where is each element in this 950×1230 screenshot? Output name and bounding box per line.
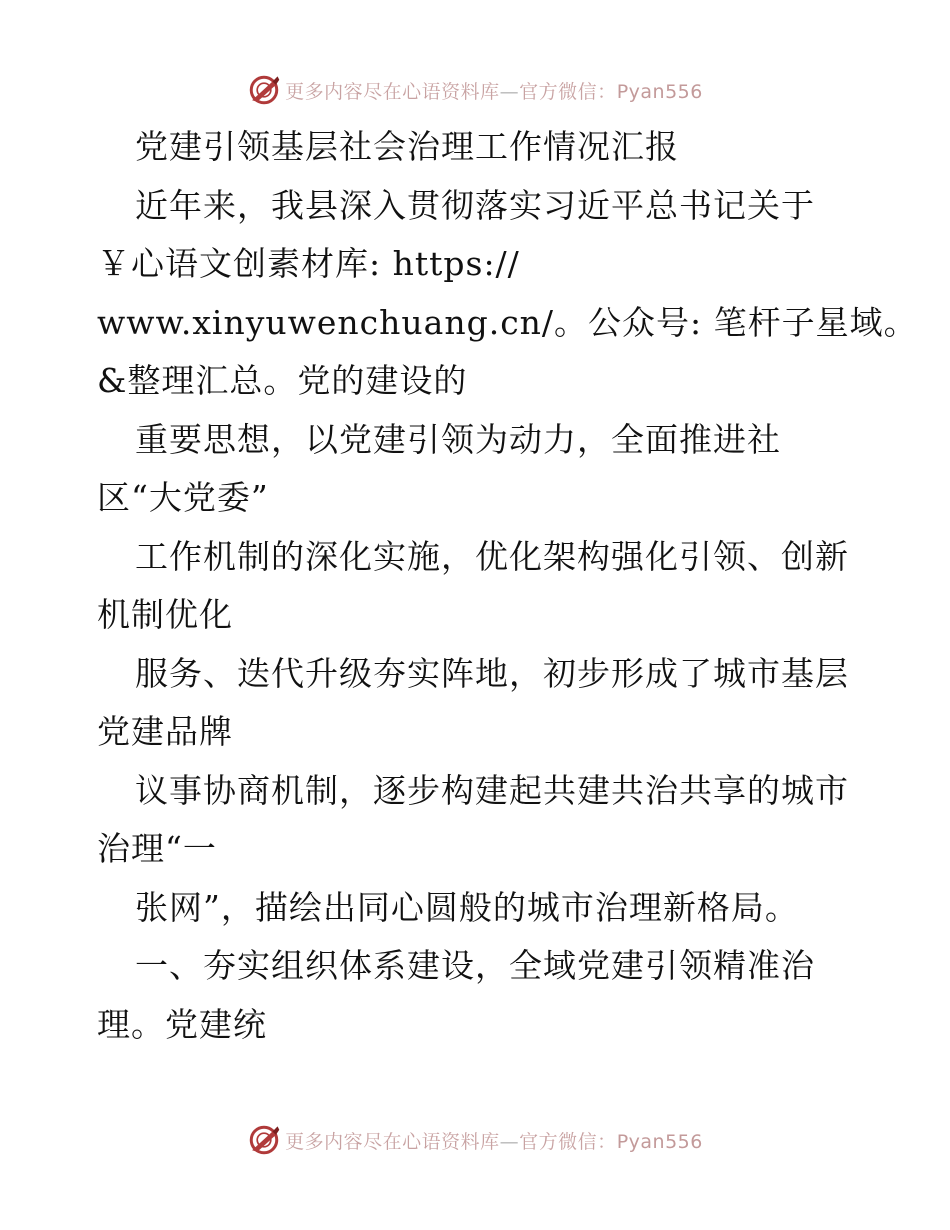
paragraph-line: 机制优化 (97, 595, 233, 634)
section-heading-line: 一、夯实组织体系建设，全域党建引领精准治 (135, 946, 815, 985)
paragraph-line: ￥心语文创素材库: https:// (97, 244, 520, 283)
document-body (97, 118, 918, 1054)
watermark-banner-bottom (0, 1120, 950, 1160)
watermark-wechat-id: Pyan556 (616, 1130, 703, 1153)
paragraph-line: 服务、迭代升级夯实阵地，初步形成了城市基层 (135, 653, 849, 693)
paragraph-line: 党建品牌 (97, 712, 233, 751)
paragraph-line: 理。党建统 (97, 1004, 267, 1044)
watermark-dash: — (499, 1130, 520, 1153)
paragraph-line: www.xinyuwenchuang.cn/。公众号: 笔杆子星域。 (97, 302, 918, 342)
paragraph-line: 治理“一 (97, 829, 217, 868)
paragraph-line: 区“大党委” (97, 478, 269, 517)
paragraph-line: 工作机制的深化实施，优化架构强化引领、创新 (135, 536, 849, 576)
watermark-dash: — (499, 80, 520, 103)
paragraph-line: &整理汇总。党的建设的 (97, 361, 468, 400)
paragraph-line: 重要思想，以党建引领为动力，全面推进社 (135, 419, 781, 459)
watermark-text (285, 77, 703, 104)
watermark-text (285, 1127, 703, 1154)
watermark-wechat-id: Pyan556 (616, 80, 703, 103)
document-title: 党建引领基层社会治理工作情况汇报 (135, 127, 679, 166)
watermark-official-text: 官方微信： (519, 80, 617, 103)
paragraph-line: 议事协商机制，逐步构建起共建共治共享的城市 (135, 770, 849, 810)
watermark-main-text: 更多内容尽在心语资料库 (285, 80, 500, 103)
paragraph-line: 张网”，描绘出同心圆般的城市治理新格局。 (135, 887, 799, 927)
watermark-logo-icon (247, 1123, 281, 1157)
paragraph-line: 近年来，我县深入贯彻落实习近平总书记关于 (135, 185, 815, 225)
watermark-official-text: 官方微信： (519, 1130, 617, 1153)
watermark-banner-top (0, 70, 950, 110)
watermark-main-text: 更多内容尽在心语资料库 (285, 1130, 500, 1153)
watermark-logo-icon (247, 73, 281, 107)
